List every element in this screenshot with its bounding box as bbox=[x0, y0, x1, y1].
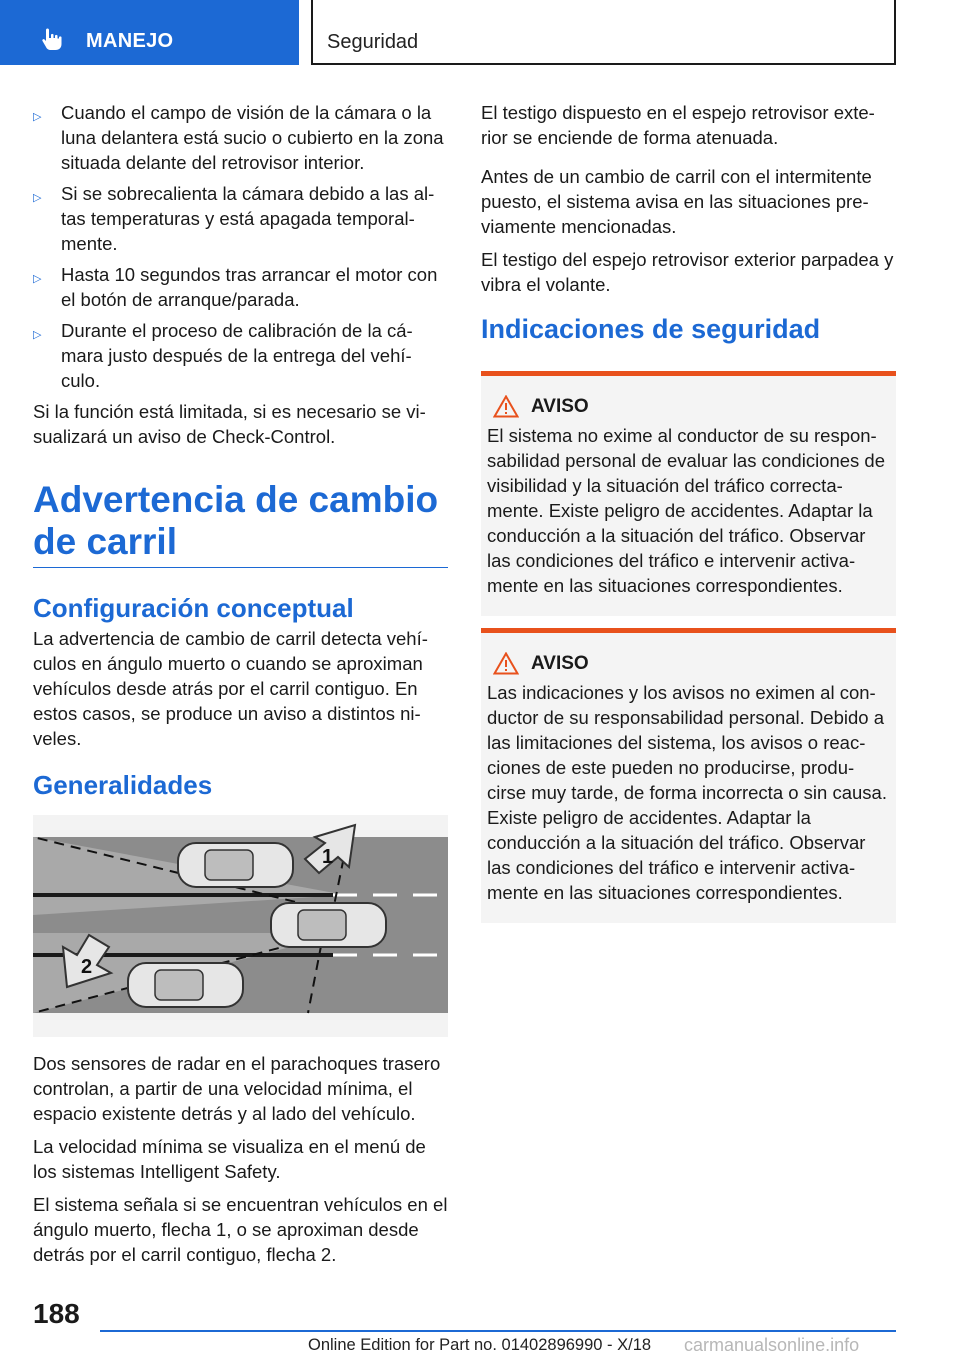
warning-title: AVISO bbox=[531, 653, 589, 674]
concept-text: La advertencia de cambio de carril detecta vehí‐ culos en ángulo muerto o cuando se aproximan vehículos desde atrás por el carril contiguo. En estos casos, se produce un aviso a distintos ni‐ veles. bbox=[33, 628, 428, 749]
triangle-bullet-icon: ▷ bbox=[33, 273, 42, 285]
list-item-text: Durante el proceso de calibración de la cá‐ mara justo después de la entrega del vehí‐ culo. bbox=[61, 320, 413, 391]
list-item-text: Cuando el campo de visión de la cámara o la luna delantera está sucio o cubierto en la zona situada delante del retrovisor interior. bbox=[61, 102, 444, 173]
list-item bbox=[33, 181, 448, 256]
mirror-light-text: El testigo dispuesto en el espejo retrovisor exte‐ rior se enciende de forma atenuada. bbox=[481, 102, 875, 148]
warning-text: Las indicaciones y los avisos no eximen al con‐ ductor de su responsabilidad personal. Debido a las limitaciones del sistema, los avisos o reac‐ ciones de este pueden no producirse, produ‐ cirse muy tarde, de forma incorrecta o sin causa. Existe peligro de accidentes. Adaptar la conducción a la situación del tráfico. Observar las condiciones del tráfico e intervenir activa‐ mente en las situaciones correspondientes. bbox=[487, 682, 887, 903]
min-speed-text: La velocidad mínima se visualiza en el menú de los sistemas Intelligent Safety. bbox=[33, 1136, 426, 1182]
list-item-text: Si se sobrecalienta la cámara debido a las al‐ tas temperaturas y está apagada temporal‐ mente. bbox=[61, 183, 435, 254]
list-item bbox=[33, 318, 448, 393]
safety-heading: Indicaciones de seguridad bbox=[481, 314, 821, 344]
signal-text: El sistema señala si se encuentran vehículos en el ángulo muerto, flecha 1, o se aproximan desde detrás por el carril contiguo, flecha 2. bbox=[33, 1194, 448, 1265]
warning-box bbox=[481, 371, 896, 616]
edition-text: Online Edition for Part no. 01402896990 - X/18 bbox=[308, 1336, 652, 1354]
blink-text: El testigo del espejo retrovisor exterior parpadea y vibra el volante. bbox=[481, 249, 894, 295]
list-item bbox=[33, 262, 448, 312]
svg-text:1: 1 bbox=[322, 846, 334, 868]
car-top bbox=[178, 843, 293, 887]
page-number: 188 bbox=[33, 1298, 80, 1329]
triangle-bullet-icon: ▷ bbox=[33, 329, 42, 341]
concept-heading: Configuración conceptual bbox=[33, 593, 354, 623]
svg-text:2: 2 bbox=[81, 956, 93, 978]
watermark-text: carmanualsonline.info bbox=[684, 1335, 860, 1355]
warning-triangle-icon bbox=[493, 652, 519, 675]
right-column bbox=[481, 100, 896, 935]
hand-icon bbox=[40, 26, 66, 52]
warning-text: El sistema no exime al conductor de su respon‐ sabilidad personal de evaluar las condiciones de visibilidad y la situación del tráfico correcta‐ mente. Existe peligro de accidentes. Adaptar la conducción a la situación del tráfico. Observar las condiciones del tráfico e intervenir activa‐ mente en las situaciones correspondientes. bbox=[487, 425, 886, 596]
warning-box bbox=[481, 628, 896, 923]
warning-header bbox=[487, 651, 888, 676]
car-middle bbox=[271, 903, 386, 947]
triangle-bullet-icon: ▷ bbox=[33, 192, 42, 204]
triangle-bullet-icon: ▷ bbox=[33, 111, 42, 123]
warning-triangle-icon bbox=[493, 395, 519, 418]
list-item-text: Hasta 10 segundos tras arrancar el motor con el botón de arranque/parada. bbox=[61, 264, 438, 310]
radar-text: Dos sensores de radar en el parachoques trasero controlan, a partir de una velocidad mínima, el espacio existente detrás y al lado del vehículo. bbox=[33, 1053, 441, 1124]
chapter-header bbox=[311, 0, 896, 65]
section-heading: Advertencia de cambio de carril bbox=[33, 479, 448, 568]
list-item bbox=[33, 100, 448, 175]
warning-header bbox=[487, 394, 888, 419]
car-bottom bbox=[128, 963, 243, 1007]
section-label: MANEJO bbox=[86, 30, 174, 52]
lane-change-illustration bbox=[33, 815, 448, 1037]
warning-title: AVISO bbox=[531, 396, 589, 417]
footer-divider bbox=[100, 1330, 896, 1332]
left-column bbox=[33, 100, 448, 1275]
lane-change-text: Antes de un cambio de carril con el intermitente puesto, el sistema avisa en las situaciones pre‐ viamente mencionadas. bbox=[481, 166, 872, 237]
general-heading: Generalidades bbox=[33, 770, 213, 800]
limited-note: Si la función está limitada, si es necesario se vi‐ sualizará un aviso de Check-Control. bbox=[33, 401, 426, 447]
chapter-title: Seguridad bbox=[327, 31, 419, 53]
section-tab bbox=[0, 0, 299, 65]
